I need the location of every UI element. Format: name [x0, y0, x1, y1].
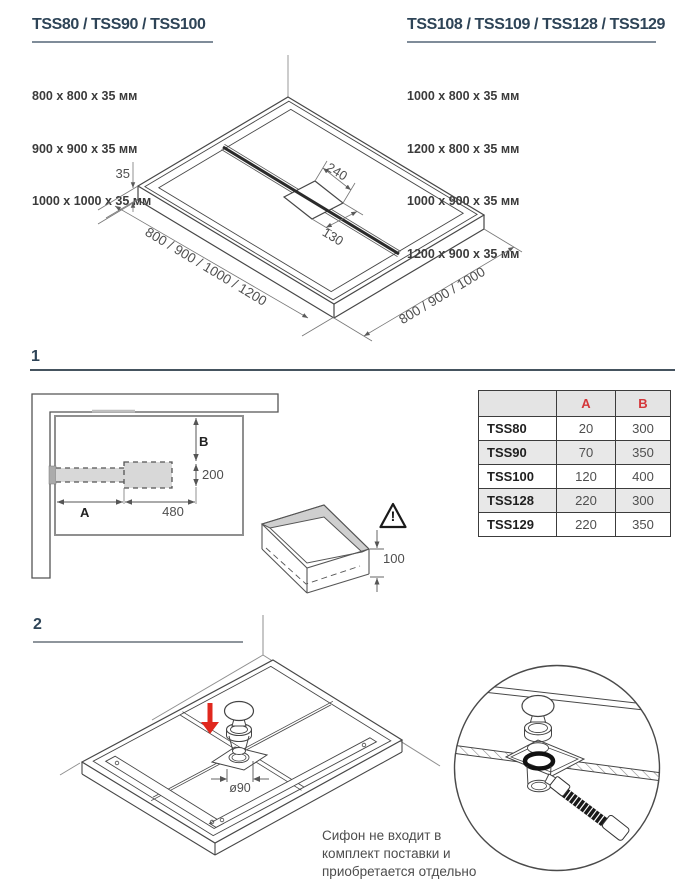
- step2-number: 2: [33, 616, 42, 633]
- table-row: TSS80 20 300: [479, 417, 671, 441]
- size-line: 1000 x 900 x 35 мм: [407, 194, 520, 208]
- dim-cover-length: 240: [323, 159, 351, 184]
- recess-box-sketch: [262, 505, 369, 593]
- table-corner-cell: [479, 391, 557, 417]
- size-line: 1200 x 900 x 35 мм: [407, 246, 520, 261]
- size-line: 1000 x 1000 x 35 мм: [32, 194, 152, 208]
- dim-short-edge: 800 / 900 / 1000: [396, 263, 488, 328]
- table-col-b: B: [616, 391, 671, 417]
- size-line: 1000 x 800 x 35 мм: [407, 89, 520, 103]
- size-line: 800 x 800 x 35 мм: [32, 89, 138, 103]
- note-line: комплект поставки и: [322, 846, 451, 861]
- recess-depth-dim: [370, 530, 384, 592]
- step1-rule: [30, 369, 675, 371]
- table-row: TSS100 120 400: [479, 465, 671, 489]
- offset-spec-table: [478, 390, 671, 537]
- drain-pipe: [56, 468, 124, 482]
- model-group-right-title: TSS108 / TSS109 / TSS128 / TSS129: [407, 16, 666, 33]
- warning-exclamation: !: [390, 508, 396, 524]
- dim-long-edge: 800 / 900 / 1000 / 1200: [142, 224, 270, 309]
- wall-pipe-stub: [49, 466, 56, 484]
- dim-diameter-label: ø90: [229, 781, 251, 795]
- table-row: TSS128 220 300: [479, 489, 671, 513]
- note-line: Сифон не входит в: [322, 828, 442, 843]
- table-row: TSS129 220 350: [479, 513, 671, 537]
- drain-recess-area: [124, 462, 172, 488]
- tray-isometric-drawing: [80, 45, 580, 335]
- drain-channel: [222, 144, 401, 256]
- drain-cap: [225, 702, 254, 721]
- dim-480-label: 480: [162, 504, 184, 519]
- step1-plan-drawing: [25, 380, 470, 605]
- step1-number: 1: [31, 348, 40, 365]
- dim-100-label: 100: [383, 551, 405, 566]
- dim-b-label: B: [199, 434, 209, 449]
- size-line: 900 x 900 x 35 мм: [32, 141, 138, 156]
- size-line: 1200 x 800 x 35 мм: [407, 141, 520, 156]
- left-title-underline: [32, 41, 213, 43]
- dim-cover-width: 130: [319, 224, 347, 249]
- dim-thickness: 35: [115, 166, 130, 181]
- dim-200-label: 200: [202, 467, 224, 482]
- drain-cap-detail: [522, 696, 554, 717]
- right-title-underline: [407, 41, 656, 43]
- table-row: TSS90 70 350: [479, 441, 671, 465]
- table-col-a: A: [557, 391, 616, 417]
- siphon-note: [322, 827, 476, 881]
- siphon-detail-circle: [452, 666, 662, 871]
- dim-a-label: A: [80, 505, 90, 520]
- note-line: приобретается отдельно: [322, 864, 477, 879]
- model-group-left-title: TSS80 / TSS90 / TSS100: [32, 16, 206, 33]
